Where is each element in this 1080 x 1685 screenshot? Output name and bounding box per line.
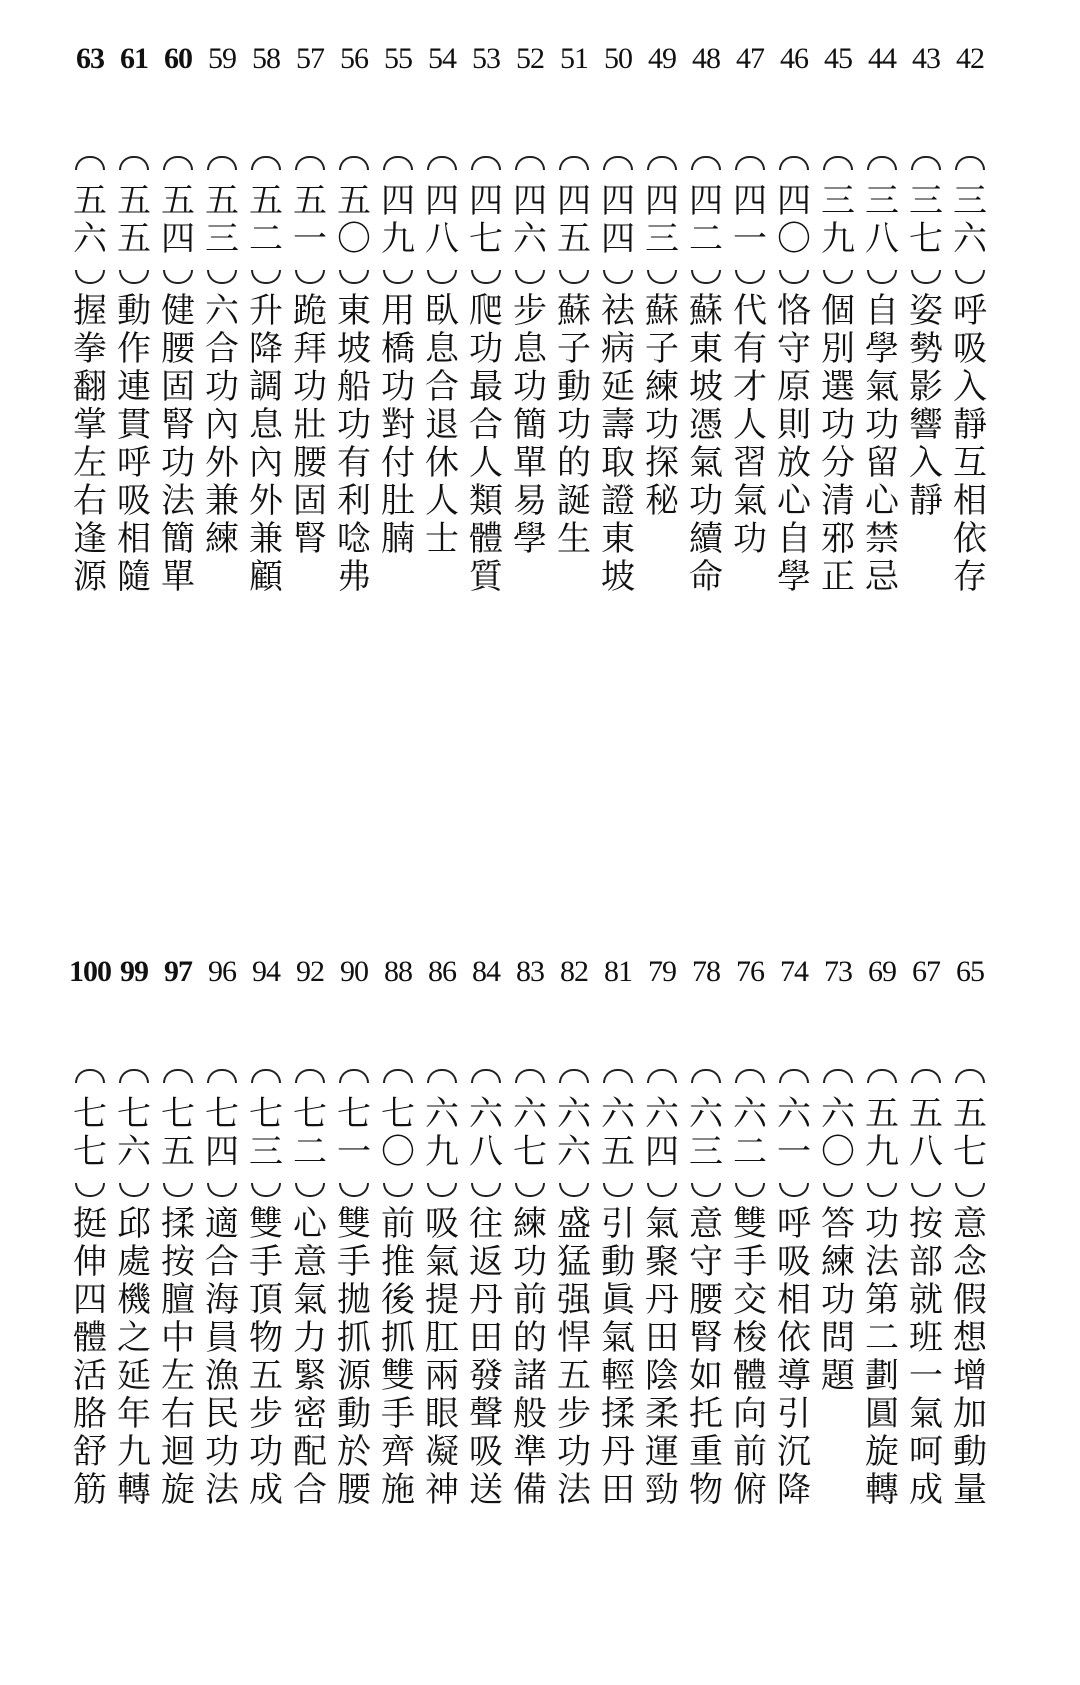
- toc-entry: [376, 945, 420, 1685]
- page-number: 69: [868, 955, 896, 988]
- page-number: 55: [384, 42, 412, 75]
- page-number: 53: [472, 42, 500, 75]
- page-number: 63: [76, 42, 104, 75]
- chapter-title: 東 坡 船 功 有 利 唸 弗: [337, 291, 371, 597]
- page-number: 52: [516, 42, 544, 75]
- page-number: 83: [516, 955, 544, 988]
- page-number: 48: [692, 42, 720, 75]
- chapter-number: 六 五: [601, 1094, 635, 1172]
- chapter-number: 七 〇: [381, 1094, 415, 1172]
- toc-entry: [244, 945, 288, 1685]
- page-number: 90: [340, 955, 368, 988]
- page-number: 76: [736, 955, 764, 988]
- toc-entry: [640, 32, 684, 772]
- chapter-title: 答 練 功 問 題: [821, 1204, 855, 1396]
- toc-entry: [684, 32, 728, 772]
- page-number: 73: [824, 955, 852, 988]
- page-number: 94: [252, 955, 280, 988]
- bracket-open: [554, 144, 594, 182]
- chapter-title: 自 學 氣 功 留 心 禁 忌: [865, 291, 899, 597]
- page-number: 65: [956, 955, 984, 988]
- toc-entry: [904, 945, 948, 1685]
- chapter-number: 三 七: [909, 181, 943, 259]
- chapter-number: 四 九: [381, 181, 415, 259]
- bracket-open: [642, 144, 682, 182]
- toc-entry: [772, 32, 816, 772]
- chapter-number: 五 二: [249, 181, 283, 259]
- chapter-title: 練 功 前 的 諸 般 準 備: [513, 1204, 547, 1510]
- page-number: 56: [340, 42, 368, 75]
- chapter-title: 邱 處 機 之 延 年 九 轉: [117, 1204, 151, 1510]
- toc-entry: [156, 32, 200, 772]
- bracket-open: [334, 1057, 374, 1095]
- page-number: 88: [384, 955, 412, 988]
- toc-entry: [816, 32, 860, 772]
- chapter-number: 六 六: [557, 1094, 591, 1172]
- toc-entry: [464, 32, 508, 772]
- chapter-number: 七 六: [117, 1094, 151, 1172]
- page-number: 54: [428, 42, 456, 75]
- chapter-number: 六 七: [513, 1094, 547, 1172]
- bracket-open: [862, 144, 902, 182]
- bracket-open: [466, 1057, 506, 1095]
- page-number: 50: [604, 42, 632, 75]
- chapter-number: 四 一: [733, 181, 767, 259]
- toc-entry: [640, 945, 684, 1685]
- chapter-number: 六 九: [425, 1094, 459, 1172]
- bracket-open: [378, 1057, 418, 1095]
- page-number: 44: [868, 42, 896, 75]
- toc-entry: [112, 945, 156, 1685]
- page-number: 99: [120, 955, 148, 988]
- chapter-number: 五 八: [909, 1094, 943, 1172]
- toc-entry: [244, 32, 288, 772]
- toc-entry: [200, 32, 244, 772]
- chapter-title: 代 有 才 人 習 氣 功: [733, 291, 767, 559]
- toc-entry: [948, 945, 992, 1685]
- page-number: 42: [956, 42, 984, 75]
- page-number: 58: [252, 42, 280, 75]
- bracket-open: [290, 144, 330, 182]
- chapter-number: 三 八: [865, 181, 899, 259]
- chapter-title: 呼 吸 相 依 導 引 沉 降: [777, 1204, 811, 1510]
- chapter-number: 六 三: [689, 1094, 723, 1172]
- chapter-title: 引 動 眞 氣 輕 揉 丹 田: [601, 1204, 635, 1510]
- toc-entry: [464, 945, 508, 1685]
- bracket-open: [114, 1057, 154, 1095]
- chapter-number: 四 六: [513, 181, 547, 259]
- chapter-title: 按 部 就 班 一 氣 呵 成: [909, 1204, 943, 1510]
- page-number: 92: [296, 955, 324, 988]
- page-number: 61: [120, 42, 148, 75]
- toc-entry: [156, 945, 200, 1685]
- page-number: 45: [824, 42, 852, 75]
- toc-entry: [552, 32, 596, 772]
- chapter-title: 動 作 連 貫 呼 吸 相 隨: [117, 291, 151, 597]
- bracket-open: [686, 144, 726, 182]
- toc-entry: [332, 32, 376, 772]
- chapter-title: 健 腰 固 腎 功 法 簡 單: [161, 291, 195, 597]
- chapter-number: 五 一: [293, 181, 327, 259]
- chapter-number: 五 六: [73, 181, 107, 259]
- bracket-open: [158, 144, 198, 182]
- toc-entry: [68, 945, 112, 1685]
- toc-block-bottom: [68, 945, 992, 1685]
- page-number: 100: [69, 955, 111, 988]
- chapter-title: 適 合 海 員 漁 民 功 法: [205, 1204, 239, 1510]
- bracket-open: [598, 144, 638, 182]
- toc-entry: [288, 945, 332, 1685]
- toc-entry: [728, 32, 772, 772]
- chapter-title: 蘇 子 動 功 的 誕 生: [557, 291, 591, 559]
- toc-entry: [948, 32, 992, 772]
- bracket-open: [906, 1057, 946, 1095]
- chapter-number: 六 二: [733, 1094, 767, 1172]
- chapter-number: 四 五: [557, 181, 591, 259]
- chapter-title: 挺 伸 四 體 活 胳 舒 筋: [73, 1204, 107, 1510]
- page-number: 49: [648, 42, 676, 75]
- page-number: 43: [912, 42, 940, 75]
- toc-entry: [508, 945, 552, 1685]
- page-number: 82: [560, 955, 588, 988]
- bracket-open: [642, 1057, 682, 1095]
- chapter-number: 四 三: [645, 181, 679, 259]
- chapter-number: 六 四: [645, 1094, 679, 1172]
- chapter-title: 祛 病 延 壽 取 證 東 坡: [601, 291, 635, 597]
- toc-entry: [200, 945, 244, 1685]
- bracket-open: [950, 1057, 990, 1095]
- chapter-title: 意 守 腰 腎 如 托 重 物: [689, 1204, 723, 1510]
- toc-entry: [288, 32, 332, 772]
- chapter-title: 個 別 選 功 分 清 邪 正: [821, 291, 855, 597]
- bracket-open: [70, 144, 110, 182]
- chapter-number: 七 四: [205, 1094, 239, 1172]
- bracket-open: [510, 1057, 550, 1095]
- chapter-number: 四 〇: [777, 181, 811, 259]
- chapter-number: 五 九: [865, 1094, 899, 1172]
- chapter-title: 升 降 調 息 內 外 兼 顧: [249, 291, 283, 597]
- bracket-open: [246, 1057, 286, 1095]
- page-number: 84: [472, 955, 500, 988]
- bracket-open: [246, 144, 286, 182]
- chapter-number: 四 七: [469, 181, 503, 259]
- bracket-open: [422, 1057, 462, 1095]
- bracket-open: [70, 1057, 110, 1095]
- chapter-number: 四 八: [425, 181, 459, 259]
- bracket-open: [290, 1057, 330, 1095]
- chapter-number: 五 五: [117, 181, 151, 259]
- toc-entry: [332, 945, 376, 1685]
- chapter-title: 揉 按 膻 中 左 右 迴 旋: [161, 1204, 195, 1510]
- chapter-title: 雙 手 頂 物 五 步 功 成: [249, 1204, 283, 1510]
- toc-entry: [596, 32, 640, 772]
- bracket-open: [158, 1057, 198, 1095]
- chapter-number: 七 二: [293, 1094, 327, 1172]
- chapter-title: 功 法 第 二 劃 圓 旋 轉: [865, 1204, 899, 1510]
- bracket-open: [686, 1057, 726, 1095]
- bracket-open: [334, 144, 374, 182]
- bracket-open: [774, 1057, 814, 1095]
- chapter-title: 意 念 假 想 增 加 動 量: [953, 1204, 987, 1510]
- page-number: 46: [780, 42, 808, 75]
- bracket-open: [510, 144, 550, 182]
- bracket-open: [202, 1057, 242, 1095]
- chapter-title: 蘇 東 坡 憑 氣 功 續 命: [689, 291, 723, 597]
- chapter-number: 七 五: [161, 1094, 195, 1172]
- bracket-open: [554, 1057, 594, 1095]
- bracket-open: [114, 144, 154, 182]
- chapter-title: 用 橋 功 對 付 肚 腩: [381, 291, 415, 559]
- chapter-title: 六 合 功 內 外 兼 練: [205, 291, 239, 559]
- toc-entry: [904, 32, 948, 772]
- chapter-title: 氣 聚 丹 田 陰 柔 運 勁: [645, 1204, 679, 1510]
- toc-entry: [552, 945, 596, 1685]
- page-number: 81: [604, 955, 632, 988]
- page-number: 59: [208, 42, 236, 75]
- chapter-title: 雙 手 拋 抓 源 動 於 腰: [337, 1204, 371, 1510]
- page-number: 74: [780, 955, 808, 988]
- toc-entry: [508, 32, 552, 772]
- bracket-open: [466, 144, 506, 182]
- bracket-open: [950, 144, 990, 182]
- page-number: 67: [912, 955, 940, 988]
- page-number: 57: [296, 42, 324, 75]
- bracket-open: [730, 1057, 770, 1095]
- toc-entry: [816, 945, 860, 1685]
- toc-entry: [860, 32, 904, 772]
- chapter-title: 臥 息 合 退 休 人 士: [425, 291, 459, 559]
- bracket-open: [818, 1057, 858, 1095]
- page-number: 51: [560, 42, 588, 75]
- page-number: 78: [692, 955, 720, 988]
- chapter-title: 前 推 後 抓 雙 手 齊 施: [381, 1204, 415, 1510]
- toc-entry: [684, 945, 728, 1685]
- page-number: 47: [736, 42, 764, 75]
- bracket-open: [422, 144, 462, 182]
- chapter-title: 呼 吸 入 靜 互 相 依 存: [953, 291, 987, 597]
- bracket-open: [730, 144, 770, 182]
- chapter-title: 雙 手 交 梭 體 向 前 俯: [733, 1204, 767, 1510]
- chapter-number: 六 八: [469, 1094, 503, 1172]
- toc-entry: [420, 32, 464, 772]
- page-number: 79: [648, 955, 676, 988]
- chapter-number: 七 三: [249, 1094, 283, 1172]
- chapter-title: 吸 氣 提 肛 兩 眼 凝 神: [425, 1204, 459, 1510]
- chapter-title: 跪 拜 功 壯 腰 固 腎: [293, 291, 327, 559]
- toc-entry: [728, 945, 772, 1685]
- chapter-number: 五 三: [205, 181, 239, 259]
- page-number: 97: [164, 955, 192, 988]
- bracket-open: [862, 1057, 902, 1095]
- bracket-open: [906, 144, 946, 182]
- chapter-title: 盛 猛 强 悍 五 步 功 法: [557, 1204, 591, 1510]
- chapter-number: 五 七: [953, 1094, 987, 1172]
- chapter-title: 爬 功 最 合 人 類 體 質: [469, 291, 503, 597]
- chapter-number: 三 九: [821, 181, 855, 259]
- bracket-open: [378, 144, 418, 182]
- toc-block-top: [68, 32, 992, 772]
- page-number: 86: [428, 955, 456, 988]
- chapter-title: 往 返 丹 田 發 聲 吸 送: [469, 1204, 503, 1510]
- chapter-number: 五 四: [161, 181, 195, 259]
- chapter-number: 七 一: [337, 1094, 371, 1172]
- toc-entry: [112, 32, 156, 772]
- toc-entry: [860, 945, 904, 1685]
- chapter-title: 心 意 氣 力 緊 密 配 合: [293, 1204, 327, 1510]
- toc-entry: [376, 32, 420, 772]
- toc-entry: [420, 945, 464, 1685]
- chapter-number: 四 四: [601, 181, 635, 259]
- chapter-number: 五 〇: [337, 181, 371, 259]
- chapter-number: 三 六: [953, 181, 987, 259]
- page-number: 60: [164, 42, 192, 75]
- chapter-title: 姿 勢 影 響 入 靜: [909, 291, 943, 521]
- chapter-number: 六 一: [777, 1094, 811, 1172]
- chapter-title: 步 息 功 簡 單 易 學: [513, 291, 547, 559]
- chapter-title: 握 拳 翻 掌 左 右 逢 源: [73, 291, 107, 597]
- toc-entry: [68, 32, 112, 772]
- bracket-open: [774, 144, 814, 182]
- toc-entry: [772, 945, 816, 1685]
- chapter-number: 六 〇: [821, 1094, 855, 1172]
- toc-entry: [596, 945, 640, 1685]
- page-number: 96: [208, 955, 236, 988]
- chapter-title: 恪 守 原 則 放 心 自 學: [777, 291, 811, 597]
- chapter-title: 蘇 子 練 功 探 秘: [645, 291, 679, 521]
- bracket-open: [202, 144, 242, 182]
- bracket-open: [598, 1057, 638, 1095]
- chapter-number: 七 七: [73, 1094, 107, 1172]
- chapter-number: 四 二: [689, 181, 723, 259]
- bracket-open: [818, 144, 858, 182]
